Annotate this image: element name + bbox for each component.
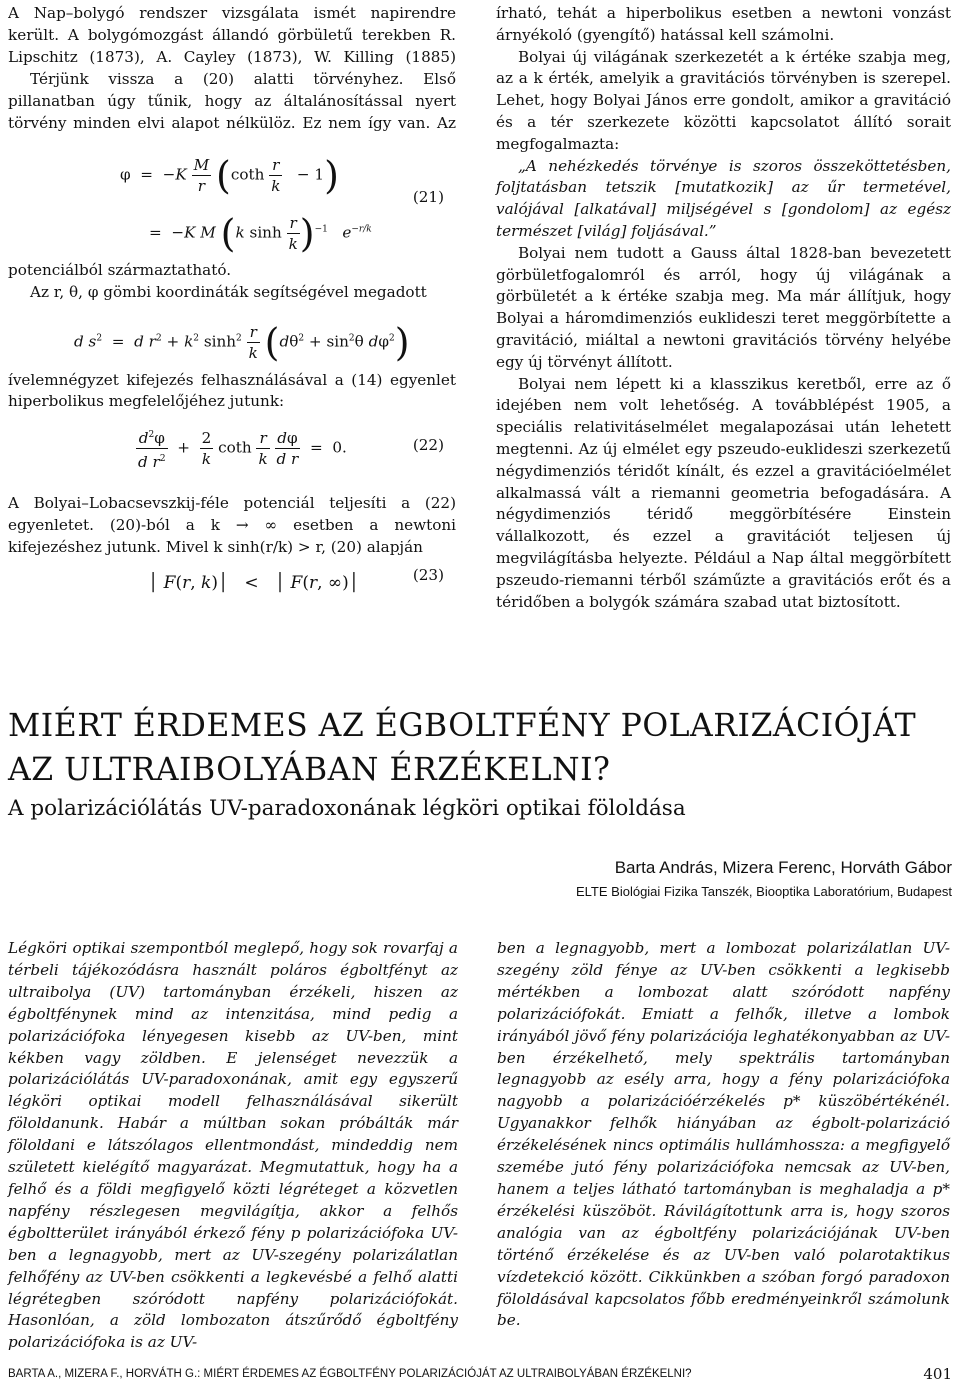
left-column: [8, 3, 456, 609]
abstract-right: ben a legnagyobb, mert a lombozat polarizálatlan UV-szegény zöld fénye az UV-ben csökkenti a legkisebb mértékben a lombozat alatt szóródott napfény polarizációfokát. Emiatt a felhők, illetve a lombok irányából jövő fény polarizációja leghatékonyabban az UV-ben érzékelhető, mely spektrális tartományban legnagyobb az esély arra, hogy a fény polarizációfoka nagyobb a polarizációérzékelés p* küszöbértékénél. Ugyanakkor felhők hiányában az égbolt-polarizáció érzékelésének nincs optimális hullámhossza: a megfigyelő szemébe jutó fény polarizációfoka nemcsak az UV-ben, hanem a teljes látható tartományban is meghaladja a p* érzékelési küszöböt. Rávilágítottunk arra is, hogy szoros analógia van az égboltfény polarizációjának UV-ben történő érzékelése és az UV-ben való polarotaktikus vízdetekció között. Cikkünkben a szóban forgó paradoxon föloldásával kapcsolatos főbb eredményeinkről számolunk be.: [497, 939, 950, 1330]
equation-21-line-1: φ = −K $\frac{M}{r}$ (coth $\frac{r}{k}$ − 1): [120, 153, 339, 198]
paragraph: [496, 3, 951, 47]
article-heading: [8, 704, 948, 824]
paragraph-text: Térjünk vissza a (20) alatti törvényhez. Első pillanatban úgy tűnik, hogy az általánosítással nyert törvény minden elvi alapot nélkülöz. Ez nem így van. Az: [8, 70, 456, 132]
running-title: BARTA A., MIZERA F., HORVÁTH G.: MIÉRT ÉRDEMES AZ ÉGBOLTFÉNY POLARIZÁCIÓJÁT AZ ULTRAIBOLYÁBAN ÉRZÉKELNI?: [8, 1368, 692, 1380]
metric-expression: d $s^2 = d$ $r^2 + k^2$ $\sinh^2$ $\frac{r}{k}$ ($d\theta^2 + \sin^2\theta$ $d\varphi^2$): [74, 320, 410, 365]
paragraph-text: Bolyai nem tudott a Gauss által 1828-ban bevezetett görbületfogalomról és arról, hogy új világának a görbületét a k értéke szabja meg. Ma már állítjuk, hogy Bolyai a háromdimenziós euklideszi teret meggörbítette a gravitáció, miáltal a newtoni gravitációs törvény helyébe egy új törvényt állított.: [496, 243, 951, 371]
paragraph-text: írható, tehát a hiperbolikus esetben a newtoni vonzást árnyékoló (gyengítő) hatással kell számolni.: [496, 4, 951, 44]
paragraph: [8, 3, 456, 69]
paragraph: [496, 47, 951, 156]
equation-21-line-2: = −K M (k sinh $\frac{r}{k}$ )$^{-1}$ $e^{-r/k}$: [149, 211, 372, 256]
equation-number: (23): [412, 565, 444, 584]
equation-21: [8, 135, 456, 260]
equation-number: (21): [412, 188, 444, 206]
page-footer: [8, 1365, 952, 1383]
paragraph: [8, 370, 456, 414]
paragraph-text: Bolyai nem lépett ki a klasszikus keretből, erre az ő idejében nem volt lehetőség. A továbblépést 1905, a speciális relativitáselmélet megalapozásai után lehetett megtenni. Az új elmélet egy pszeudo-euklideszi szerkezetű négydimenziós téridőt kínált, és ezzel a gravitációelmélet alkalmassá vált a riemanni geometria befogadására. A négydimenziós téridő meggörbítésére Einstein vállalkozott, és ezzel a gravitációt teljesen új megvilágításba helyezte. Például a Nap által meggörbített pszeudo-riemanni térből száműzte a gravitációs erőt és a téridőben a bolygók számára szabad utat biztosított.: [496, 374, 951, 611]
abstract-left: Légköri optikai szempontból meglepő, hogy sok rovarfaj a térbeli tájékozódásra használt poláros égboltfényt az ultraibolya (UV) tartományban érzékeli, hiszen az égboltfénynek mind az intenzitása, mind pedig a polarizációfoka lényegesen kisebb az UV-ben, mint kékben vagy zöldben. E jelenséget nevezzük a polarizációlátás UV-paradoxonának, amit egy egyszerű légköri optikai modell felhasználásával sikerült föloldanunk. Habár a múltban sokan próbálták már föloldani e látszólagos ellentmondást, mindeddig nem született kielégítő magyarázat. Megmutattuk, hogy ha a felhő és a földi megfigyelő közti légréteget a közvetlen napfény részlegesen megvilágítja, akkor a felhős égboltterület irányából érkező fény p polarizációfoka UV-ben a legnagyobb, mert az UV-szegény polarizálatlan felhőfény az UV-ben csökkenti a legkevésbé a felhő alatti légrétegben szóródott napfény polarizációfokát. Hasonlóan, a zöld lombozaton átszűrődő égboltfény polarizációfoka is az UV-: [8, 939, 458, 1352]
equation-23: [8, 559, 456, 609]
equation-22: [8, 413, 456, 493]
metric-equation: [8, 304, 456, 370]
paragraph-text: A Bolyai–Lobacsevszkij-féle potenciál teljesíti a (22) egyenletet. (20)-ból a k → ∞ esetben a newtoni kifejezéshez jutunk. Mivel k sinh(r/k) > r, (20) alapján: [8, 494, 456, 556]
article-subtitle: A polarizációlátás UV-paradoxonának légköri optikai föloldása: [8, 796, 686, 821]
article-title-line: MIÉRT ÉRDEMES AZ ÉGBOLTFÉNY POLARIZÁCIÓJÁT: [8, 708, 917, 744]
quotation-text: „A nehézkedés törvénye is szoros összeköttetésben, foljtatásban tetszik [mutatkozik] az űr termetével, valójával [alkatával] miljségével s [gondolom] az egész természet [világ] foljásával.”: [496, 156, 951, 240]
paragraph: [8, 493, 456, 558]
paragraph: [8, 69, 456, 135]
paragraph-text: ívelemnégyzet kifejezés felhasználásával a (14) egyenlet hiperbolikus megfelelőjéhez jutunk:: [8, 370, 456, 411]
paragraph: [496, 243, 951, 374]
right-column: [496, 3, 951, 613]
article-title: [8, 704, 948, 792]
paragraph-text: potenciálból származtatható.: [8, 261, 232, 279]
article-title-line: AZ ULTRAIBOLYÁBAN ÉRZÉKELNI?: [8, 752, 611, 788]
paragraph-text: Az r, θ, φ gömbi koordináták segítségével megadott: [30, 282, 427, 301]
paragraph: [8, 260, 456, 282]
paragraph-text: A Nap–bolygó rendszer vizsgálata ismét napirendre került. A bolygómozgást állandó görbületű terekben R. Lipschitz (1873), A. Cayley (1873), W. Killing (1885): [8, 4, 456, 66]
authors: Barta András, Mizera Ferenc, Horváth Gábor: [614, 858, 952, 877]
quotation: [496, 156, 951, 243]
equation-23-expression: │ F(r, k)│ < │ F(r, ∞)│: [148, 572, 359, 593]
paragraph: [496, 374, 951, 614]
equation-number: (22): [412, 436, 444, 455]
affiliation: ELTE Biológiai Fizika Tanszék, Biooptika Laboratórium, Budapest: [576, 884, 952, 899]
paragraph: [8, 282, 456, 304]
paragraph-text: Bolyai új világának szerkezetét a k értéke szabja meg, az a k érték, amelyik a gravitációs törvényben is szerepel. Lehet, hogy Bolyai János erre gondolt, amikor a gravitáció és a tér szerkezete közötti kapcsolatot állító sorait megfogalmazta:: [496, 47, 951, 153]
equation-22-expression: $\frac{d^2\varphi}{d r^2}$ + $\frac{2}{k}$ coth $\frac{r}{k}$ $\frac{d\varphi}{\text{d r}}$ = 0.: [136, 425, 347, 472]
page-number: 401: [923, 1365, 952, 1383]
